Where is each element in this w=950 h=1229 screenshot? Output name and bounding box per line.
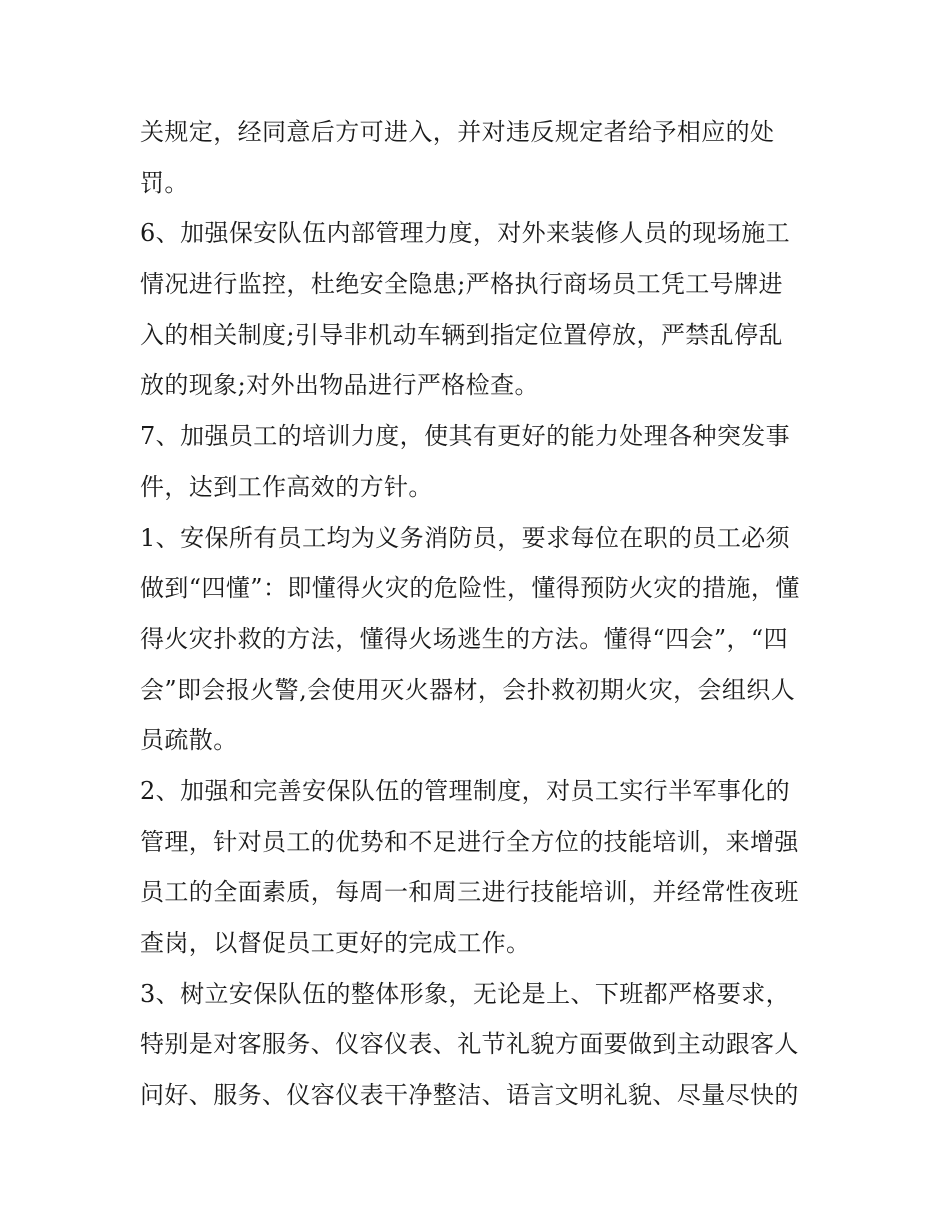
text-line: 管理，针对员工的优势和不足进行全方位的技能培训，来增强: [140, 827, 799, 856]
text-line: 情况进行监控，杜绝安全隐患;严格执行商场员工凭工号牌进: [140, 270, 783, 299]
text-line: 关规定，经同意后方可进入，并对违反规定者给予相应的处: [140, 118, 775, 146]
text-line: 罚。: [140, 168, 189, 197]
text-line: 6、加强保安队伍内部管理力度，对外来装修人员的现场施工: [140, 219, 791, 248]
text-line: 查岗，以督促员工更好的完成工作。: [140, 929, 531, 957]
text-line: 2、加强和完善安保队伍的管理制度，对员工实行半军事化的: [140, 776, 791, 805]
text-line: 特别是对客服务、仪容仪表、礼节礼貌方面要做到主动跟客人: [140, 1030, 799, 1059]
text-line: 员工的全面素质，每周一和周三进行技能培训，并经常性夜班: [140, 878, 799, 907]
text-line: 放的现象;对外出物品进行严格检查。: [140, 371, 539, 400]
text-line: 得火灾扑救的方法，懂得火场逃生的方法。懂得“四会”，“四: [140, 624, 789, 653]
text-line: 员疏散。: [140, 726, 238, 755]
text-line: 问好、服务、仪容仪表干净整洁、语言文明礼貌、尽量尽快的: [140, 1081, 799, 1110]
text-line: 3、树立安保队伍的整体形象，无论是上、下班都严格要求，: [140, 979, 791, 1008]
text-line: 1、安保所有员工均为义务消防员，要求每位在职的员工必须: [140, 523, 791, 552]
text-line: 做到“四懂”：即懂得火灾的危险性，懂得预防火灾的措施，懂: [140, 574, 800, 603]
document-body: [140, 107, 815, 1121]
text-line: 7、加强员工的培训力度，使其有更好的能力处理各种突发事: [140, 422, 791, 451]
text-line: 会”即会报火警,会使用灭火器材，会扑救初期火灾，会组织人: [140, 675, 796, 704]
text-line: 件，达到工作高效的方针。: [140, 472, 433, 501]
text-line: 入的相关制度;引导非机动车辆到指定位置停放，严禁乱停乱: [140, 320, 783, 349]
